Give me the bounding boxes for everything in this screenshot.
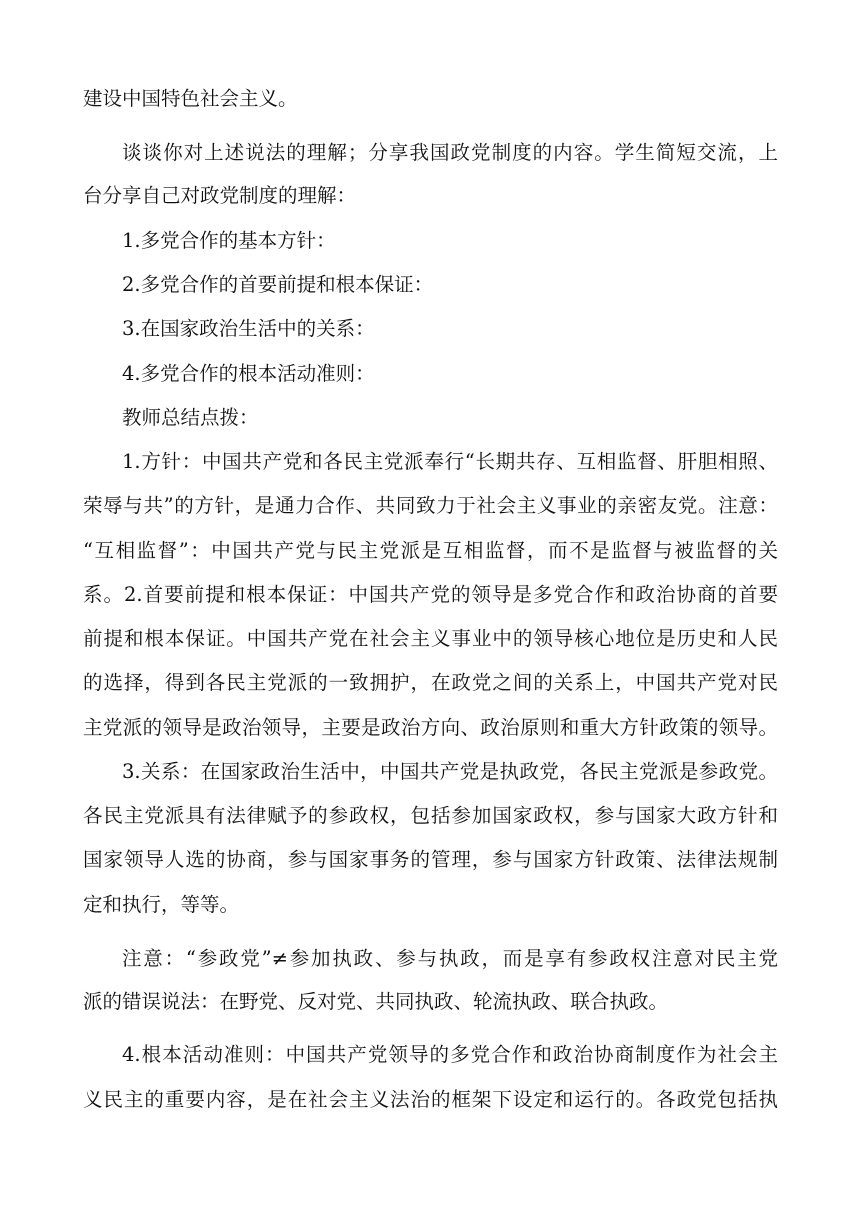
- text-line: 主党派的领导是政治领导，主要是政治方向、政治原则和重大方针政策的领导。: [83, 716, 778, 739]
- text-line: 国家领导人选的协商，参与国家事务的管理，参与国家方针政策、法律法规制: [83, 848, 778, 871]
- text-line: 定和执行，等等。: [83, 893, 240, 916]
- text-line: 2.多党合作的首要前提和根本保证：: [122, 273, 434, 296]
- text-line: 各民主党派具有法律赋予的参政权，包括参加国家政权，参与国家大政方针和: [83, 804, 778, 827]
- text-line: 派的错误说法：在野党、反对党、共同执政、轮流执政、联合执政。: [83, 990, 669, 1013]
- text-line: 1.方针：中国共产党和各民主党派奉行“长期共存、互相监督、肝胆相照、: [122, 450, 778, 473]
- text-line: 教师总结点拨：: [122, 406, 259, 429]
- text-line: 荣辱与共”的方针，是通力合作、共同致力于社会主义事业的亲密友党。注意：: [83, 494, 778, 517]
- text-line: 前提和根本保证。中国共产党在社会主义事业中的领导核心地位是历史和人民: [83, 627, 778, 650]
- text-line: 4.多党合作的根本活动准则：: [122, 362, 375, 385]
- text-line: 1.多党合作的基本方针：: [122, 229, 336, 252]
- text-line: 注意：“参政党”≠参加执政、参与执政，而是享有参政权注意对民主党: [122, 947, 778, 970]
- text-line: 3.在国家政治生活中的关系：: [122, 317, 375, 340]
- text-line: 3.关系：在国家政治生活中，中国共产党是执政党，各民主党派是参政党。: [122, 760, 778, 783]
- text-line: 台分享自己对政党制度的理解：: [83, 184, 357, 207]
- text-line: “互相监督”：中国共产党与民主党派是互相监督，而不是监督与被监督的关: [83, 539, 778, 562]
- text-line: 4.根本活动准则：中国共产党领导的多党合作和政治协商制度作为社会主: [122, 1043, 778, 1066]
- text-line: 系。2.首要前提和根本保证：中国共产党的领导是多党合作和政治协商的首要: [83, 583, 778, 606]
- text-line: 谈谈你对上述说法的理解；分享我国政党制度的内容。学生简短交流，上: [122, 141, 778, 164]
- text-line: 义民主的重要内容，是在社会主义法治的框架下设定和运行的。各政党包括执: [83, 1088, 778, 1111]
- text-line: 的选择，得到各民主党派的一致拥护，在政党之间的关系上，中国共产党对民: [83, 671, 778, 694]
- text-line: 建设中国特色社会主义。: [83, 87, 298, 110]
